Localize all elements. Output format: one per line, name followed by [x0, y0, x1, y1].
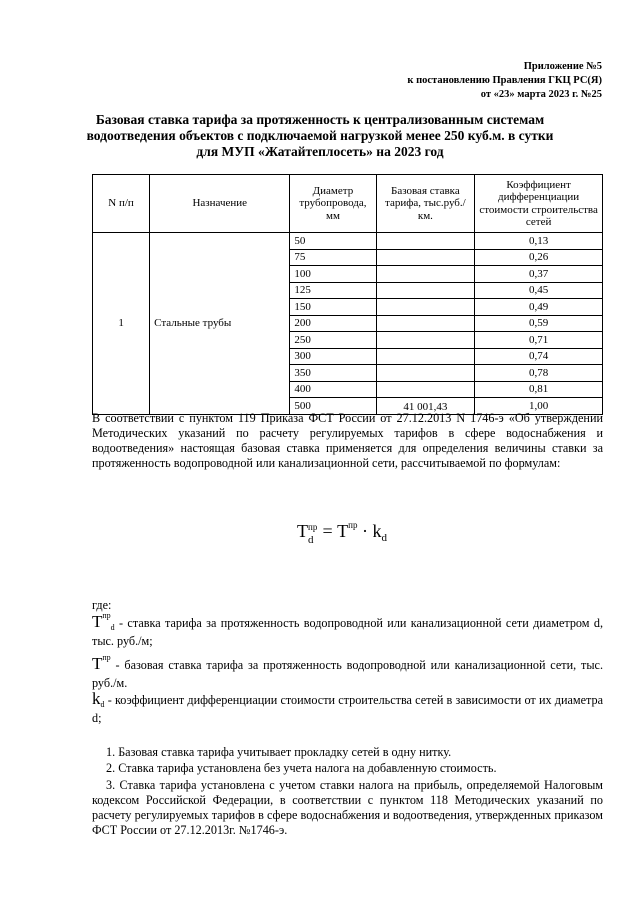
rate-cell — [376, 299, 475, 316]
note-3: 3. Ставка тарифа установлена с учетом ставки налога на прибыль, определяемой Налоговым кодексом Российской Федерации, в соответствии с пунктом 118 Методических указаний по расчету регулируемых тарифов в сфере водоснабжения и водоотведения, утвержденных приказом ФСТ России от 27.12.2013г. №1746-э. — [92, 778, 603, 837]
definition-tdpr — [92, 613, 603, 649]
table-row — [93, 233, 603, 250]
rate-cell: 41 001,43 — [376, 398, 475, 415]
intro-paragraph: В соответствии с пунктом 119 Приказа ФСТ России от 27.12.2013 N 1746-э «Об утверждении Методических указаний по расчету регулируемых тарифов в сфере водоснабжения и водоотведения» настоящая базовая ставка применяется для определения величины ставки за протяженность водопроводной или канализационной сети, рассчитываемой по формулам: — [92, 411, 603, 470]
coef-cell: 0,81 — [475, 381, 603, 398]
row-number: 1 — [93, 233, 150, 415]
formula-sup-left: пр — [308, 522, 318, 532]
formula-k: k — [372, 521, 382, 541]
coef-cell: 0,49 — [475, 299, 603, 316]
rate-cell — [376, 249, 475, 266]
symbol-tpr: $Т^{пр}$ — [92, 653, 111, 673]
diameter-cell: 300 — [290, 348, 376, 365]
diameter-cell: 350 — [290, 365, 376, 382]
title-line-3: для МУП «Жатайтеплосеть» на 2023 год — [196, 144, 444, 159]
note-1: 1. Базовая ставка тарифа учитывает прокладку сетей в одну нитку. — [106, 745, 452, 759]
diameter-cell: 100 — [290, 266, 376, 283]
definition-text-3: - коэффициент дифференциации стоимости строительства сетей в зависимости от их диаметра d; — [92, 693, 603, 725]
diameter-cell: 125 — [290, 282, 376, 299]
header-coef: Коэффициент дифференциации стоимости строительства сетей — [475, 175, 603, 233]
diameter-cell: 500 — [290, 398, 376, 415]
coef-cell: 1,00 — [475, 398, 603, 415]
coef-cell: 0,13 — [475, 233, 603, 250]
formula-sup-right: пр — [348, 520, 358, 530]
rate-cell — [376, 348, 475, 365]
diameter-cell: 50 — [290, 233, 376, 250]
formula-t-left: Т — [297, 521, 308, 541]
header-n: N п/п — [93, 175, 150, 233]
rate-cell — [376, 266, 475, 283]
rate-cell — [376, 365, 475, 382]
header-diameter: Диаметр трубопровода, мм — [290, 175, 376, 233]
title-line-1: Базовая ставка тарифа за протяженность к централизованным системам — [95, 112, 545, 127]
rate-cell — [376, 381, 475, 398]
formula-sub-k: d — [381, 532, 387, 544]
appendix-line-2: к постановлению Правления ГКЦ РС(Я) — [407, 75, 602, 86]
appendix-line-3: от «23» марта 2023 г. №25 — [480, 89, 602, 100]
coef-cell: 0,71 — [475, 332, 603, 349]
formula-sub-left: d — [308, 534, 314, 546]
diameter-cell: 250 — [290, 332, 376, 349]
header-rate: Базовая ставка тарифа, тыс.руб./км. — [376, 175, 475, 233]
definition-kd — [92, 690, 603, 726]
diameter-cell: 150 — [290, 299, 376, 316]
coef-cell: 0,74 — [475, 348, 603, 365]
where-label: где: — [92, 598, 112, 612]
document-title — [60, 112, 580, 160]
appendix-line-1: Приложение №5 — [523, 61, 602, 72]
table-header-row — [93, 175, 603, 233]
diameter-cell: 75 — [290, 249, 376, 266]
rate-formula — [297, 520, 387, 545]
rate-cell — [376, 282, 475, 299]
appendix-header — [407, 60, 602, 102]
row-pipe-type: Стальные трубы — [150, 233, 290, 415]
coef-cell: 0,78 — [475, 365, 603, 382]
formula-t-right: Т — [337, 521, 349, 541]
coef-cell: 0,26 — [475, 249, 603, 266]
definition-text-2: - базовая ставка тарифа за протяженность водопроводной или канализационной сети, тыс. руб./м. — [92, 658, 603, 690]
coef-cell: 0,37 — [475, 266, 603, 283]
rates-table — [92, 174, 603, 415]
rate-cell — [376, 315, 475, 332]
definition-tpr — [92, 655, 603, 691]
coef-cell: 0,45 — [475, 282, 603, 299]
header-name: Назначение — [150, 175, 290, 233]
symbol-tdpr: $Т^{пр}d$ — [92, 611, 115, 632]
rate-cell — [376, 332, 475, 349]
symbol-kd: kd — [92, 689, 105, 709]
title-line-2: водоотведения объектов с подключаемой нагрузкой менее 250 куб.м. в сутки — [86, 128, 554, 143]
diameter-cell: 200 — [290, 315, 376, 332]
formula-equals: = — [322, 521, 333, 541]
rate-cell — [376, 233, 475, 250]
formula-dot: · — [361, 521, 368, 541]
coef-cell: 0,59 — [475, 315, 603, 332]
note-2: 2. Ставка тарифа установлена без учета налога на добавленную стоимость. — [106, 761, 497, 775]
definition-text-1: - ставка тарифа за протяженность водопроводной или канализационной сети диаметром d, тыс. руб./м; — [92, 616, 603, 648]
diameter-cell: 400 — [290, 381, 376, 398]
